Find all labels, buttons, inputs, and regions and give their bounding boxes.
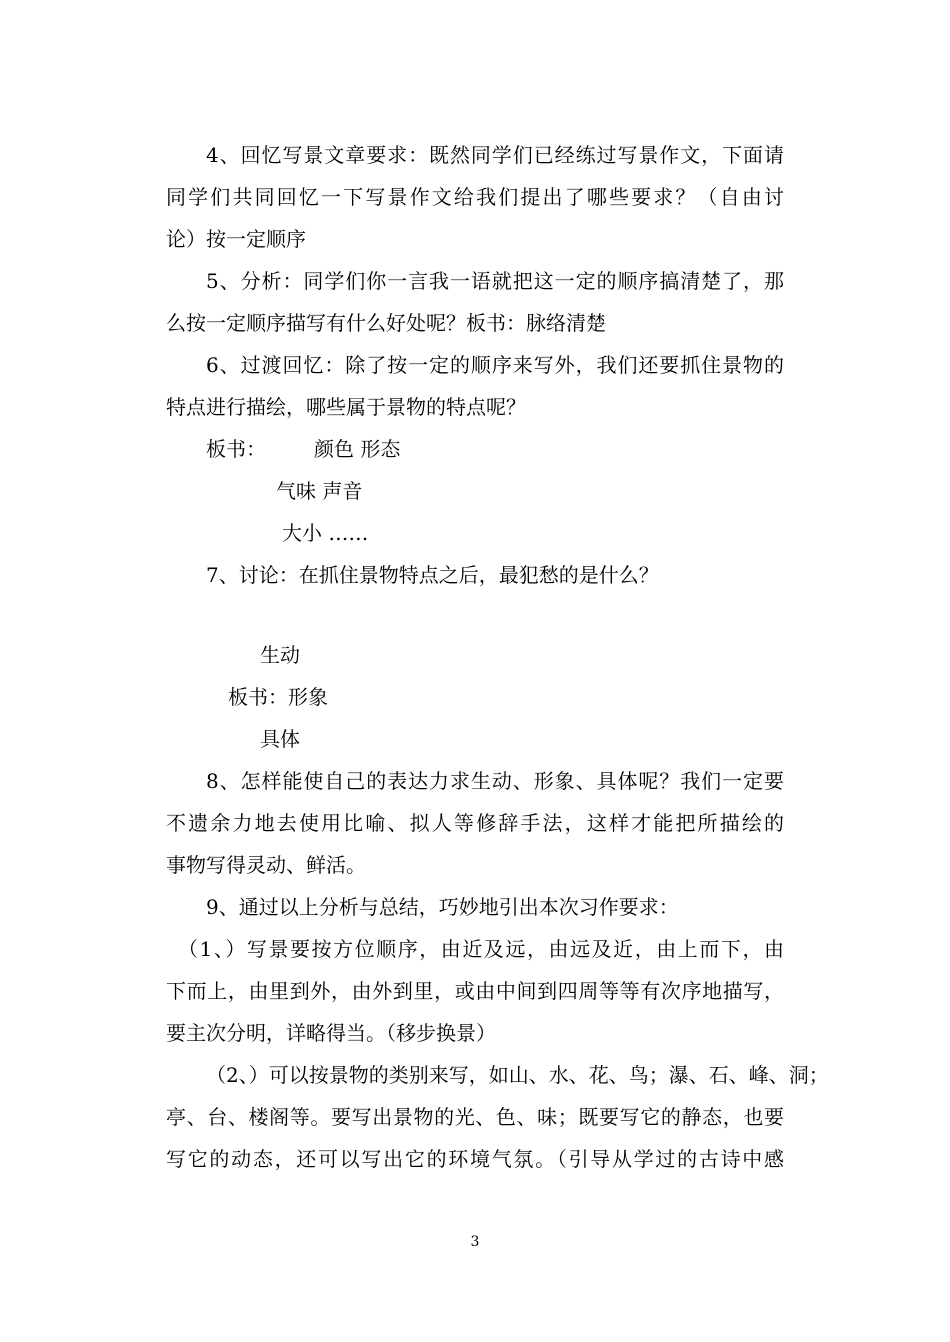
board-item-color-shape: 颜色 形态 <box>314 437 401 461</box>
board-item-vivid: 生动 <box>260 643 300 667</box>
board-label-2: 板书：形象 <box>228 685 328 709</box>
requirement-2-line-1: （2、）可以按景物的类别来写，如山、水、花、鸟；瀑、石、峰、洞； <box>206 1063 829 1087</box>
requirement-2-line-2: 亭、台、楼阁等。要写出景物的光、色、味；既要写它的静态，也要 <box>166 1105 784 1129</box>
paragraph-4-line-2: 同学们共同回忆一下写景作文给我们提出了哪些要求？（自由讨 <box>166 185 784 209</box>
paragraph-6-line-1: 6、过渡回忆：除了按一定的顺序来写外，我们还要抓住景物的 <box>206 353 784 377</box>
requirement-2-line-3: 写它的动态，还可以写出它的环境气氛。（引导从学过的古诗中感 <box>166 1147 784 1171</box>
paragraph-8-line-3: 事物写得灵动、鲜活。 <box>166 853 366 877</box>
paragraph-8-line-1: 8、怎样能使自己的表达力求生动、形象、具体呢？我们一定要 <box>206 769 784 793</box>
paragraph-5-line-1: 5、分析：同学们你一言我一语就把这一定的顺序搞清楚了，那 <box>206 269 784 293</box>
paragraph-4-line-3: 论）按一定顺序 <box>166 227 306 251</box>
paragraph-8-line-2: 不遗余力地去使用比喻、拟人等修辞手法，这样才能把所描绘的 <box>166 811 784 835</box>
paragraph-6-line-2: 特点进行描绘，哪些属于景物的特点呢？ <box>166 395 526 419</box>
paragraph-5-line-2: 么按一定顺序描写有什么好处呢？板书：脉络清楚 <box>166 311 606 335</box>
board-item-concrete: 具体 <box>260 727 300 751</box>
requirement-1-line-2: 下而上，由里到外，由外到里，或由中间到四周等等有次序地描写， <box>166 979 784 1003</box>
paragraph-4-line-1: 4、回忆写景文章要求：既然同学们已经练过写景作文，下面请 <box>206 143 784 167</box>
board-item-size: 大小 …… <box>282 521 369 545</box>
paragraph-9-line-1: 9、通过以上分析与总结，巧妙地引出本次习作要求： <box>206 895 679 919</box>
paragraph-7-line-1: 7、讨论：在抓住景物特点之后，最犯愁的是什么？ <box>206 563 659 587</box>
board-item-smell-sound: 气味 声音 <box>276 479 363 503</box>
requirement-1-line-3: 要主次分明，详略得当。（移步换景） <box>166 1021 496 1045</box>
page-number: 3 <box>470 1234 480 1250</box>
board-label-1: 板书： <box>206 437 266 461</box>
requirement-1-line-1: （1、）写景要按方位顺序，由近及远，由远及近，由上而下，由 <box>178 937 784 961</box>
